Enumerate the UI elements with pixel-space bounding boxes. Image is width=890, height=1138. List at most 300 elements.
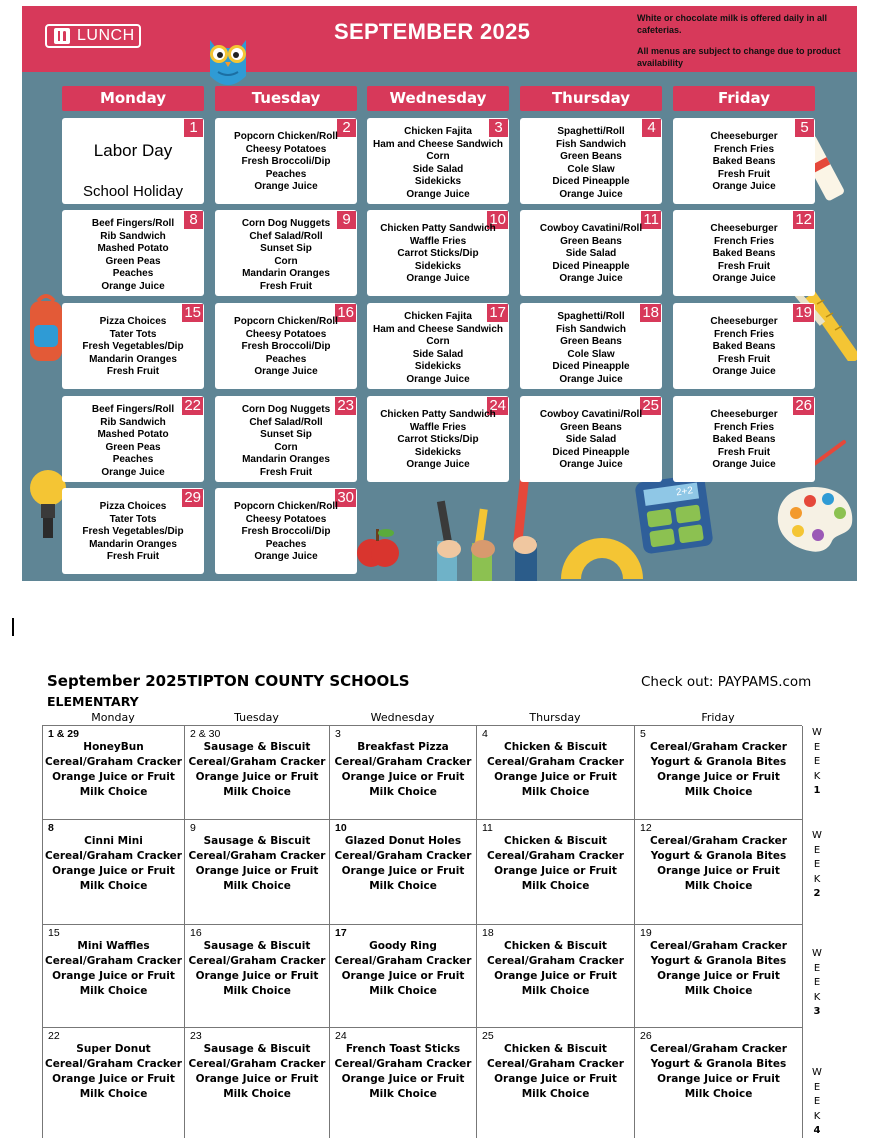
menu-item: French Fries (713, 421, 775, 433)
menu-item: French Fries (713, 143, 775, 155)
menu-items (62, 316, 204, 379)
menu-items (330, 834, 476, 894)
menu-item: Orange Juice or Fruit (52, 771, 175, 783)
day-number: 19 (640, 927, 652, 939)
menu-item: Fresh Fruit (717, 446, 771, 458)
day-number: 23 (190, 1030, 202, 1042)
menu-item: Orange Juice or Fruit (195, 970, 319, 982)
menu-item: Orange Juice or Fruit (341, 865, 465, 877)
menu-items (215, 501, 357, 564)
menu-item: Peaches (265, 168, 307, 180)
lunch-cell-day-8 (62, 210, 204, 296)
lunch-cell-labor-day (62, 118, 204, 204)
menu-item: Fresh Fruit (259, 280, 313, 292)
day-number: 11 (482, 822, 493, 834)
menu-item: Chicken & Biscuit (504, 940, 607, 952)
menu-item: Rib Sandwich (100, 416, 166, 428)
menu-item: Milk Choice (79, 786, 148, 798)
breakfast-cell (185, 925, 330, 1028)
holiday-name: Labor Day (93, 141, 173, 160)
week-letter: E (813, 977, 821, 988)
menu-item: Milk Choice (684, 1088, 753, 1100)
menu-item: Orange Juice or Fruit (195, 1073, 319, 1085)
menu-items (62, 501, 204, 564)
menu-item: Corn Dog Nuggets (241, 218, 331, 229)
menu-item: Chef Salad/Roll (249, 230, 323, 242)
lunch-menu-poster (22, 6, 857, 581)
day-number: 4 (482, 728, 488, 740)
day-number: 16 (190, 927, 202, 939)
menu-items (635, 939, 802, 999)
menu-item: Cole Slaw (567, 348, 615, 360)
week-letter: W (812, 948, 822, 959)
lunch-cell-day-2 (215, 118, 357, 204)
breakfast-day-monday: Monday (91, 711, 135, 724)
menu-item: Cereal/Graham Cracker (487, 756, 624, 768)
menu-item: Milk Choice (79, 985, 148, 997)
menu-item: Orange Juice (101, 466, 165, 478)
week-letter: E (813, 859, 821, 870)
protractor-icon (557, 521, 647, 581)
menu-item: Orange Juice (254, 181, 318, 193)
lunch-cell-day-9 (215, 210, 357, 296)
day-number: 23 (337, 397, 354, 414)
menu-item: Milk Choice (369, 985, 437, 997)
menu-item: Sausage & Biscuit (203, 741, 311, 753)
menu-item: Corn (426, 336, 450, 348)
menu-item: Orange Juice or Fruit (52, 865, 175, 877)
menu-items (635, 1042, 802, 1102)
menu-item: Milk Choice (684, 786, 753, 798)
lunch-cell-day-11 (520, 210, 662, 296)
day-number: 22 (48, 1030, 60, 1042)
menu-items (673, 223, 815, 286)
menu-items (43, 939, 184, 999)
menu-item: Fresh Vegetables/Dip (82, 341, 184, 353)
menu-item: Cheeseburger (710, 316, 778, 327)
menu-item: Cereal/Graham Cracker (45, 1058, 182, 1070)
week-number: 1 (813, 785, 821, 796)
menu-item: Orange Juice or Fruit (341, 771, 465, 783)
menu-item: Popcorn Chicken/Roll (234, 501, 338, 512)
lunch-cell-day-19 (673, 303, 815, 389)
lunch-day-thursday: Thursday (520, 86, 662, 111)
menu-item: Mandarin Oranges (89, 353, 177, 365)
breakfast-cell (635, 925, 803, 1028)
menu-item: Sunset Sip (260, 429, 312, 441)
menu-item: Fresh Fruit (717, 260, 771, 272)
menu-item: Diced Pineapple (552, 361, 630, 373)
menu-item: Cereal/Graham Cracker (188, 955, 326, 967)
menu-items (185, 939, 329, 999)
week-letter: W (812, 830, 822, 841)
menu-item: Cereal/Graham Cracker (188, 756, 326, 768)
lunch-cell-day-25 (520, 396, 662, 482)
menu-item: Corn (274, 255, 298, 267)
week-label (811, 947, 823, 1020)
menu-item: Orange Juice (559, 273, 623, 285)
menu-item: Milk Choice (684, 985, 753, 997)
menu-item: Fresh Vegetables/Dip (82, 526, 184, 538)
menu-item: Cereal/Graham Cracker (650, 1043, 787, 1055)
lunch-badge (45, 24, 141, 48)
day-number: 15 (184, 304, 201, 321)
breakfast-title: September 2025TIPTON COUNTY SCHOOLS (47, 672, 410, 690)
menu-item: Fresh Broccoli/Dip (241, 526, 331, 538)
menu-item: Super Donut (76, 1043, 151, 1055)
menu-item: Cereal/Graham Cracker (45, 955, 182, 967)
menu-items (520, 409, 662, 472)
week-label (811, 829, 823, 902)
breakfast-cell (185, 726, 330, 820)
menu-item: Orange Juice or Fruit (657, 970, 780, 982)
lunch-cell-day-30 (215, 488, 357, 574)
menu-item: Yogurt & Granola Bites (650, 756, 787, 768)
menu-item: French Toast Sticks (345, 1043, 461, 1055)
week-letter: E (813, 962, 821, 974)
menu-item: Chicken & Biscuit (504, 1043, 607, 1055)
raised-hands-icon (427, 471, 557, 581)
lunch-cell-day-24 (367, 396, 509, 482)
menu-item: Milk Choice (223, 985, 291, 997)
week-letter: K (813, 770, 821, 782)
menu-item: Chicken Fajita (404, 311, 472, 322)
menu-item: Waffle Fries (409, 235, 467, 247)
menu-item: Side Salad (565, 434, 617, 446)
menu-item: Orange Juice (254, 551, 318, 563)
menu-item: Corn Dog Nuggets (241, 404, 331, 415)
menu-item: Chicken & Biscuit (504, 835, 607, 847)
menu-item: Orange Juice or Fruit (52, 1073, 175, 1085)
menu-item: Green Beans (560, 151, 622, 163)
week-letter: K (813, 1110, 821, 1122)
menu-item: Cinni Mini (84, 835, 143, 847)
day-number: 10 (335, 822, 347, 834)
breakfast-day-wednesday: Wednesday (370, 711, 435, 724)
menu-items (673, 409, 815, 472)
menu-item: Fresh Fruit (717, 168, 771, 180)
menu-item: Cereal/Graham Cracker (487, 955, 624, 967)
day-number: 26 (795, 397, 812, 414)
menu-item: Chicken Patty Sandwich (380, 223, 496, 234)
menu-items (43, 1042, 184, 1102)
menu-item: Orange Juice (712, 459, 776, 471)
menu-items (367, 311, 509, 387)
menu-item: Green Beans (560, 235, 622, 247)
menu-item: Sidekicks (414, 260, 462, 272)
menu-item: Fresh Broccoli/Dip (241, 341, 331, 353)
menu-items (43, 740, 184, 800)
menu-item: Green Peas (105, 441, 161, 453)
menu-item: Mashed Potato (97, 429, 169, 441)
menu-item: Fresh Broccoli/Dip (241, 156, 331, 168)
menu-item: Fresh Fruit (106, 551, 160, 563)
menu-item: Chicken Patty Sandwich (380, 409, 496, 420)
breakfast-cell (43, 820, 185, 925)
menu-item: Fish Sandwich (555, 323, 626, 335)
menu-items (477, 1042, 634, 1102)
menu-item: Diced Pineapple (552, 260, 630, 272)
menu-item: Corn (274, 441, 298, 453)
menu-items (215, 404, 357, 480)
calculator-display: 2+2 (643, 483, 699, 506)
menu-item: Orange Juice (559, 188, 623, 200)
menu-item: Green Beans (560, 421, 622, 433)
menu-item: Carrot Sticks/Dip (397, 248, 479, 260)
lunch-day-wednesday: Wednesday (367, 86, 509, 111)
breakfast-cell (477, 1028, 635, 1138)
menu-item: Peaches (265, 353, 307, 365)
menu-item: Ham and Cheese Sandwich (372, 323, 504, 335)
lunch-cell-day-12 (673, 210, 815, 296)
menu-change-notice: All menus are subject to change due to product availability (637, 46, 841, 68)
menu-item: French Fries (713, 235, 775, 247)
day-number: 10 (489, 211, 506, 228)
menu-items (477, 834, 634, 894)
day-number: 9 (337, 211, 356, 229)
menu-item: Orange Juice (559, 373, 623, 385)
week-letter: K (813, 991, 821, 1003)
menu-items (215, 131, 357, 194)
lunch-cell-day-4 (520, 118, 662, 204)
menu-items (62, 218, 204, 294)
menu-item: Rib Sandwich (100, 230, 166, 242)
menu-item: Sausage & Biscuit (203, 940, 311, 952)
day-number: 22 (184, 397, 201, 414)
day-number: 8 (48, 822, 54, 834)
breakfast-cell (477, 726, 635, 820)
menu-item: Cereal/Graham Cracker (45, 756, 182, 768)
week-letter: E (813, 741, 821, 753)
menu-items (520, 223, 662, 286)
menu-item: Orange Juice or Fruit (494, 970, 617, 982)
menu-item: Cereal/Graham Cracker (188, 850, 326, 862)
menu-item: Orange Juice or Fruit (341, 1073, 465, 1085)
menu-item: Orange Juice or Fruit (657, 865, 780, 877)
menu-item: Breakfast Pizza (357, 741, 449, 753)
breakfast-cell (477, 820, 635, 925)
breakfast-cell (330, 726, 477, 820)
menu-item: Pizza Choices (99, 316, 167, 327)
day-number: 18 (482, 927, 494, 939)
day-number: 1 & 29 (48, 728, 79, 740)
menu-item: Mandarin Oranges (242, 268, 330, 280)
menu-item: Chicken & Biscuit (504, 741, 607, 753)
menu-item: Side Salad (412, 348, 464, 360)
menu-item: Green Peas (105, 255, 161, 267)
breakfast-cell (43, 1028, 185, 1138)
day-number: 8 (184, 211, 203, 229)
day-number: 5 (795, 119, 814, 137)
menu-item: Milk Choice (369, 1088, 437, 1100)
menu-items (185, 834, 329, 894)
menu-item: Yogurt & Granola Bites (650, 1058, 787, 1070)
menu-item: Fish Sandwich (555, 138, 626, 150)
menu-item: Cereal/Graham Cracker (334, 850, 472, 862)
menu-item: Cowboy Cavatini/Roll (539, 409, 643, 420)
menu-item: Milk Choice (223, 880, 291, 892)
menu-item: Fresh Fruit (259, 466, 313, 478)
menu-item: Milk Choice (521, 985, 590, 997)
menu-item: Milk Choice (521, 786, 590, 798)
menu-item: Cheesy Potatoes (245, 143, 327, 155)
day-number: 15 (48, 927, 60, 939)
lunch-header (22, 6, 857, 72)
lunch-cell-day-5 (673, 118, 815, 204)
menu-item: Orange Juice or Fruit (195, 771, 319, 783)
menu-item: Cereal/Graham Cracker (45, 850, 182, 862)
menu-item: Milk Choice (684, 880, 753, 892)
week-letter: E (813, 1096, 821, 1107)
menu-item: Peaches (112, 268, 154, 280)
menu-item: Cowboy Cavatini/Roll (539, 223, 643, 234)
menu-item: Ham and Cheese Sandwich (372, 138, 504, 150)
menu-item: Cereal/Graham Cracker (334, 756, 472, 768)
menu-item: Baked Beans (712, 434, 776, 446)
menu-item: Peaches (265, 538, 307, 550)
menu-item: Sausage & Biscuit (203, 1043, 311, 1055)
menu-items (367, 409, 509, 472)
milk-notice: White or chocolate milk is offered daily in all cafeterias. (637, 13, 828, 35)
menu-items (330, 1042, 476, 1102)
day-number: 25 (482, 1030, 494, 1042)
menu-items (62, 404, 204, 480)
day-number: 2 & 30 (190, 728, 221, 740)
breakfast-cell (43, 726, 185, 820)
menu-item: Diced Pineapple (552, 176, 630, 188)
day-number: 17 (335, 927, 347, 939)
menu-item: Cereal/Graham Cracker (650, 741, 787, 753)
menu-items (330, 939, 476, 999)
day-number: 3 (489, 119, 508, 137)
menu-item: Milk Choice (369, 786, 437, 798)
menu-item: Cereal/Graham Cracker (487, 1058, 624, 1070)
menu-item: Milk Choice (79, 1088, 148, 1100)
lunch-cell-day-26 (673, 396, 815, 482)
day-number: 17 (489, 304, 506, 321)
menu-items (43, 834, 184, 894)
menu-item: Sunset Sip (260, 243, 312, 255)
lunch-cell-day-29 (62, 488, 204, 574)
menu-item: Cheesy Potatoes (245, 513, 327, 525)
day-number: 11 (643, 211, 659, 228)
menu-item: Spaghetti/Roll (557, 126, 625, 137)
day-number: 25 (642, 397, 659, 414)
menu-item: Mini Waffles (77, 940, 150, 952)
menu-item: Cereal/Graham Cracker (487, 850, 624, 862)
menu-item: Milk Choice (223, 1088, 291, 1100)
breakfast-cell (635, 1028, 803, 1138)
menu-item: Orange Juice or Fruit (52, 970, 175, 982)
menu-item: Side Salad (412, 163, 464, 175)
menu-items (673, 131, 815, 194)
day-number: 18 (642, 304, 659, 321)
menu-item: Green Beans (560, 336, 622, 348)
menu-item: Popcorn Chicken/Roll (234, 131, 338, 142)
menu-item: Milk Choice (369, 880, 437, 892)
menu-items (367, 126, 509, 202)
menu-item: Sidekicks (414, 446, 462, 458)
menu-item: Beef Fingers/Roll (91, 404, 175, 415)
menu-items (185, 1042, 329, 1102)
paypams-link-text: Check out: PAYPAMS.com (641, 674, 812, 690)
owl-icon (202, 32, 254, 92)
breakfast-cell (635, 726, 803, 820)
menu-item: Sidekicks (414, 361, 462, 373)
menu-item: Popcorn Chicken/Roll (234, 316, 338, 327)
day-number: 24 (489, 397, 506, 414)
day-number: 16 (337, 304, 354, 321)
menu-item: Goody Ring (369, 940, 437, 952)
lunch-day-friday: Friday (673, 86, 815, 111)
calculator-icon (634, 473, 713, 554)
breakfast-day-friday: Friday (701, 711, 735, 724)
week-number: 4 (813, 1125, 821, 1136)
holiday-note: School Holiday (82, 183, 184, 200)
lunch-cell-day-17 (367, 303, 509, 389)
menu-item: Orange Juice or Fruit (341, 970, 465, 982)
menu-item: Fresh Fruit (106, 366, 160, 378)
menu-item: Carrot Sticks/Dip (397, 434, 479, 446)
menu-items (520, 311, 662, 387)
menu-items (367, 223, 509, 286)
menu-item: Beef Fingers/Roll (91, 218, 175, 229)
week-letter: E (813, 1081, 821, 1093)
menu-item: Milk Choice (223, 786, 291, 798)
menu-item: Mandarin Oranges (89, 538, 177, 550)
breakfast-cell (330, 1028, 477, 1138)
day-number: 12 (640, 822, 652, 834)
day-number: 26 (640, 1030, 652, 1042)
menu-item: Orange Juice (712, 366, 776, 378)
day-number: 1 (184, 119, 203, 137)
week-letter: K (813, 873, 821, 885)
paint-palette-icon (774, 483, 856, 555)
lunch-cell-day-22 (62, 396, 204, 482)
menu-items (215, 218, 357, 294)
menu-items (673, 316, 815, 379)
menu-item: Chicken Fajita (404, 126, 472, 137)
menu-item: Cereal/Graham Cracker (334, 955, 472, 967)
day-number: 24 (335, 1030, 347, 1042)
breakfast-cell (185, 1028, 330, 1138)
menu-item: Orange Juice or Fruit (494, 771, 617, 783)
menu-item: Baked Beans (712, 156, 776, 168)
menu-item: Tater Tots (109, 328, 157, 340)
menu-item: Orange Juice or Fruit (657, 1073, 780, 1085)
menu-item: Orange Juice (712, 181, 776, 193)
lunch-day-tuesday: Tuesday (215, 86, 357, 111)
menu-item: Diced Pineapple (552, 446, 630, 458)
week-label (811, 726, 823, 799)
lunch-cell-day-23 (215, 396, 357, 482)
day-number: 9 (190, 822, 196, 834)
day-number: 29 (184, 489, 201, 506)
menu-item: Mashed Potato (97, 243, 169, 255)
menu-item: Orange Juice or Fruit (494, 1073, 617, 1085)
menu-item: Orange Juice (406, 373, 470, 385)
menu-item: Milk Choice (79, 880, 148, 892)
menu-item: Mandarin Oranges (242, 454, 330, 466)
menu-item: Chef Salad/Roll (249, 416, 323, 428)
lunch-cell-day-3 (367, 118, 509, 204)
lunch-cell-day-10 (367, 210, 509, 296)
day-number: 5 (640, 728, 646, 740)
lunch-cell-day-18 (520, 303, 662, 389)
menu-item: Cheeseburger (710, 131, 778, 142)
menu-item: Tater Tots (109, 513, 157, 525)
menu-item: Orange Juice (406, 188, 470, 200)
